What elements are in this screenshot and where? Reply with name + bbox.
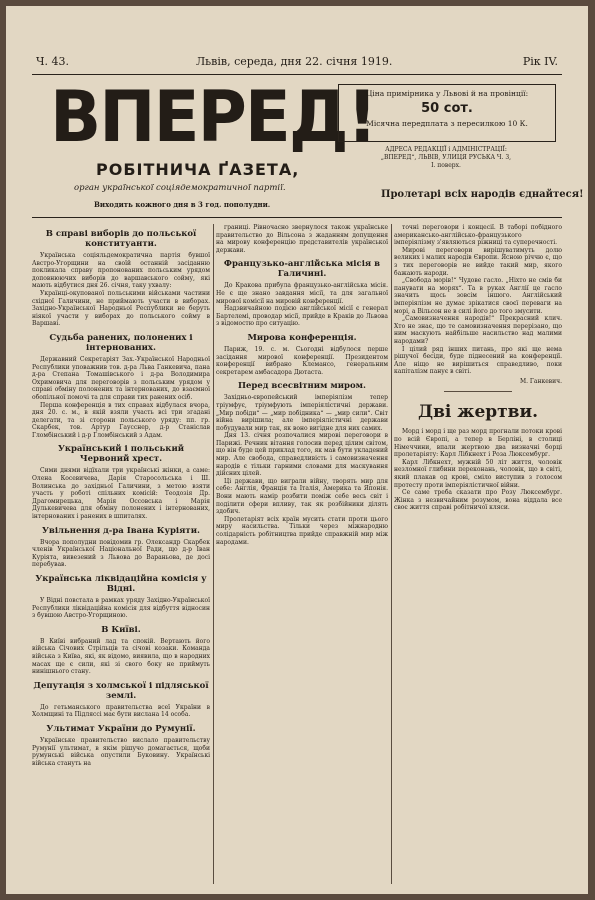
article-paragraph: Мирові переговори вирішуватимуть долю великих і малих народів Європи. Ясною річчю є, що з тих переговорів не вийде такий мир, якого бажають народи. [394, 246, 562, 277]
article-paragraph: „Самовизначення народів!“ Прекрасний клич. Хто не знає, що те самовизначення перерізано, що ним маскують найбільше насильство над малими народами? [394, 315, 562, 345]
article-paragraph: Перша конференція в тих справах відбулася вчора, дня 20. с. м., в якій взяли участь всі три згадані делегати, та зі сторони польського уряду: пп. гр. Скарбек, тов. Артур Гаусснер, д-р Станіслав Гломбінський і д-р Ґломбінський з Адам. [32, 401, 210, 439]
address-line: „ВПЕРЕД“, ЛЬВІВ, УЛИЦЯ РУСЬКА Ч. 3, [380, 154, 512, 161]
article-columns [32, 224, 562, 884]
article-heading: Судьба ранених, полонених і інтернованих. [49, 332, 193, 353]
article-paragraph: Дня 13. січня розпочалися мирові переговори в Парижі. Речник вітання голосив перед цілим світом, що він буде цей приклад того, як мав бути укладений мир. Але свобода, справедливість і самовизначення народів є тільки гарними словами для маскування дійсних цілей. [216, 432, 388, 478]
article-paragraph: Париж, 19. с. м. Сьогодні відбулося перше засідання мирової конференції. Президентом конференції вибрано Клемансо, генеральним секретарем амбасадора Дютаста. [216, 345, 388, 376]
column-3 [394, 224, 562, 884]
article-paragraph: У Відні повстала в рамках уряду Західно-Української Республики ліквідаційна комісія для відбуття відносин з бувшою Австро-Угорщиною. [32, 597, 210, 620]
header-rule [32, 74, 562, 75]
masthead-rule [32, 217, 562, 218]
article-heading: Дві жертви. [417, 402, 539, 423]
article-heading: Депутація з холмської і підляської землі. [33, 680, 209, 701]
subscription-line: Місячна передплата з пересилкою 10 К. [366, 119, 528, 128]
article-paragraph: В Київі вибраний лад та спокій. Вертають його війська Січових Стрільців та січові козаки. Команда війська з Київа, які, як відомо, виявила, що в народних масах ще є сили, які зі свого боку не приймуть нинішнього стану. [32, 637, 210, 676]
article-paragraph: Се саме треба сказати про Розу Люксембург. Жінка з незвичайним розумом, вона віддала все своє життя справі робітничої кляси. [394, 489, 562, 512]
article-signature: М. Ганкевич. [519, 377, 562, 385]
year: Рік IV. [522, 55, 558, 68]
column-1 [32, 224, 210, 884]
article-paragraph: точні переговори і концесії. В таборі побідного американсько-англійсько-французького імперіялізму з'являються ріжниці та суперечності. [394, 224, 562, 247]
article-paragraph: Державний Секретаріят Зах.-Української Народньої Республики уповажнив тов. д-ра Льва Ганкевича, пана д-ра Степана Томашівського і д-ра Володимира Охримовича для переговорів з польським урядом у справі обміну полонених та інтернованих, до взаємної обопільної помочі та для справи тих ранених осіб. [32, 355, 210, 401]
price-line: Ціна примірника у Львові й на провінції: [365, 89, 529, 98]
article-heading: Ультимат України до Румунії. [46, 723, 196, 734]
editorial-address [346, 146, 546, 170]
article-paragraph: Надзвичайною подією англійської місії є генерал Бартелемі, проводар місії, прийде в Краків до Львова з відомостю про ситуацію. [216, 305, 388, 328]
article-heading: Увільнення д-ра Івана Куріяти. [42, 525, 200, 536]
price-value: 50 сот. [421, 101, 473, 116]
newspaper-page [6, 6, 588, 894]
article-heading: Мирова конференція. [247, 332, 357, 343]
article-heading: В Київі. [101, 624, 141, 635]
article-paragraph: Сими днями відїхали три українські жінки, а саме: Олена Косевичева, Дарія Старосольська і Ш. Волинська до західньої Галичини, з метою взяти участь у роботі спільних комісій: Теодозія Др. Драгомирецька, Марія Оссовська і Марія Дулькевичева для обміну полонених і інтернованих, інтернованих і ранених в шпиталях. [32, 467, 210, 521]
article-paragraph: І цілий ряд інших питань, про які ще нема рішучої бесіди, буде піднесений на конференції. Але ніщо не вирішиться справедливо, поки капіталізм панує в світі. [394, 345, 562, 376]
article-heading: Французько-англійська місія в Галичині. [223, 259, 381, 280]
article-heading: Український і польський Червоний хрест. [57, 444, 185, 465]
article-paragraph: Пролетаріят всіх країн мусить стати проти цього миру насильства. Тільки через міжнародню солідарність робітництва прийде справжній мир між народами. [216, 515, 388, 546]
article-paragraph: До Кракова прибула французько-англійська місія. Не є ще знано завдання місії, та для загальної мирової комісії на мировій конференції. [216, 282, 388, 305]
article-heading: В справі виборів до польської конституанти. [45, 229, 197, 249]
address-line: І. поверх. [431, 162, 461, 169]
article-heading: Перед всесвітним миром. [238, 381, 366, 392]
issue-number: Ч. 43. [36, 55, 69, 68]
column-2 [216, 224, 388, 884]
article-paragraph: Карл Лібкнехт, мужній 50 літ життя, чоловік незломної глибини переконань, чоловік, що в світі, який плакав од крові, сміло виступив з голосом протесту проти імперіялістичної війни. [394, 458, 562, 489]
article-heading: Українська ліквідаційна комісія у Відні. [35, 574, 207, 594]
price-box [338, 84, 556, 142]
article-paragraph: „Свобода морів!“ Чудове гасло. „Ніхто не смів би панувати на морях“. Та в руках Англії це гасло значить щось зовсім іншого. Англійський імперіялізм не думає зрікатися своєї переваги на морі, а Вільсон не в силі його до того змусити. [394, 277, 562, 315]
article-paragraph: Українська соціяльдемократична партія бувшої Австро-Угорщини на своїй останній засіданню покликала справу пропонованих польським урядом доповнюючих виборів до варшавського сойму, які мають відбутися дня 26. січня, таку ухвалу: [32, 252, 210, 290]
article-paragraph: Морд і морд і ще раз морд прогнали потоки крові по всій Європі, а тепер в Берліні, в столиці Німеччини, впали жертвою два визначні борці пролетаріяту: Карл Лібкнехт і Роза Люксембург. [394, 428, 562, 459]
article-paragraph: Українці-окупованої польськими військами частини східної Галичини, не приймають участи в виборах. Західно-Української Народньої Республики не беруть ніякої участи у виборах до польського сойму в Варшаві. [32, 289, 210, 328]
article-paragraph: границі. Рівночасно звернулося також українське правительство до Вільсона з жаданням допущення на мирову конференцію представителів української держави. [216, 224, 388, 254]
masthead-subtitle: РОБІТНИЧА ҐАЗЕТА, [96, 160, 300, 179]
article-separator [444, 391, 511, 392]
article-paragraph: Вчора пополудни повідомив гр. Олександр Скарбек членів Української Національної Ради, що д-р Іван Куріята, вивезений з Львова до Вараньова, де досі перебував. [32, 538, 210, 569]
masthead-organ: орган української соціядемократичної партії. [74, 183, 286, 193]
article-paragraph: Ці держави, що виграли війну, творять мир для себе: Англія, Франція та Італія, Америка та Японія. Вони мають намір розбити поміж себе весь світ і поділити сфери впливу, так як розбійники ділять здобич. [216, 477, 388, 516]
masthead-schedule: Виходить кожного дня в 3 год. пополудни. [94, 200, 271, 209]
article-paragraph: Українське правительство вислало правительству Румунії ультимат, в якім рішучо домагається, щоби румунські війська опустили Буковину. Українські війська стануть на [32, 736, 210, 767]
header-line [36, 55, 558, 75]
place-date: Львів, середа, дня 22. січня 1919. [196, 55, 393, 68]
slogan: Пролетарі всіх народів єднайтеся! [381, 189, 584, 200]
article-paragraph: Західньо-європейський імперіялізм тепер тріумфує, тріумфують імперіялістичні держави. „Мир побіди“ — „мир побідника“ — „мир сили“. Світ війна вирішила; але імперіялістичні держави побудували мир так, як воно вигідне для них самих. [216, 394, 388, 432]
address-line: АДРЕСА РЕДАКЦІЇ і АДМІНІСТРАЦІЇ: [385, 146, 507, 153]
masthead-title: ВПЕРЕД! [50, 76, 376, 158]
article-paragraph: До гетьманського правительства всеї України в Холмщині та Підляссі має бути вислана 14 особа. [32, 703, 210, 719]
